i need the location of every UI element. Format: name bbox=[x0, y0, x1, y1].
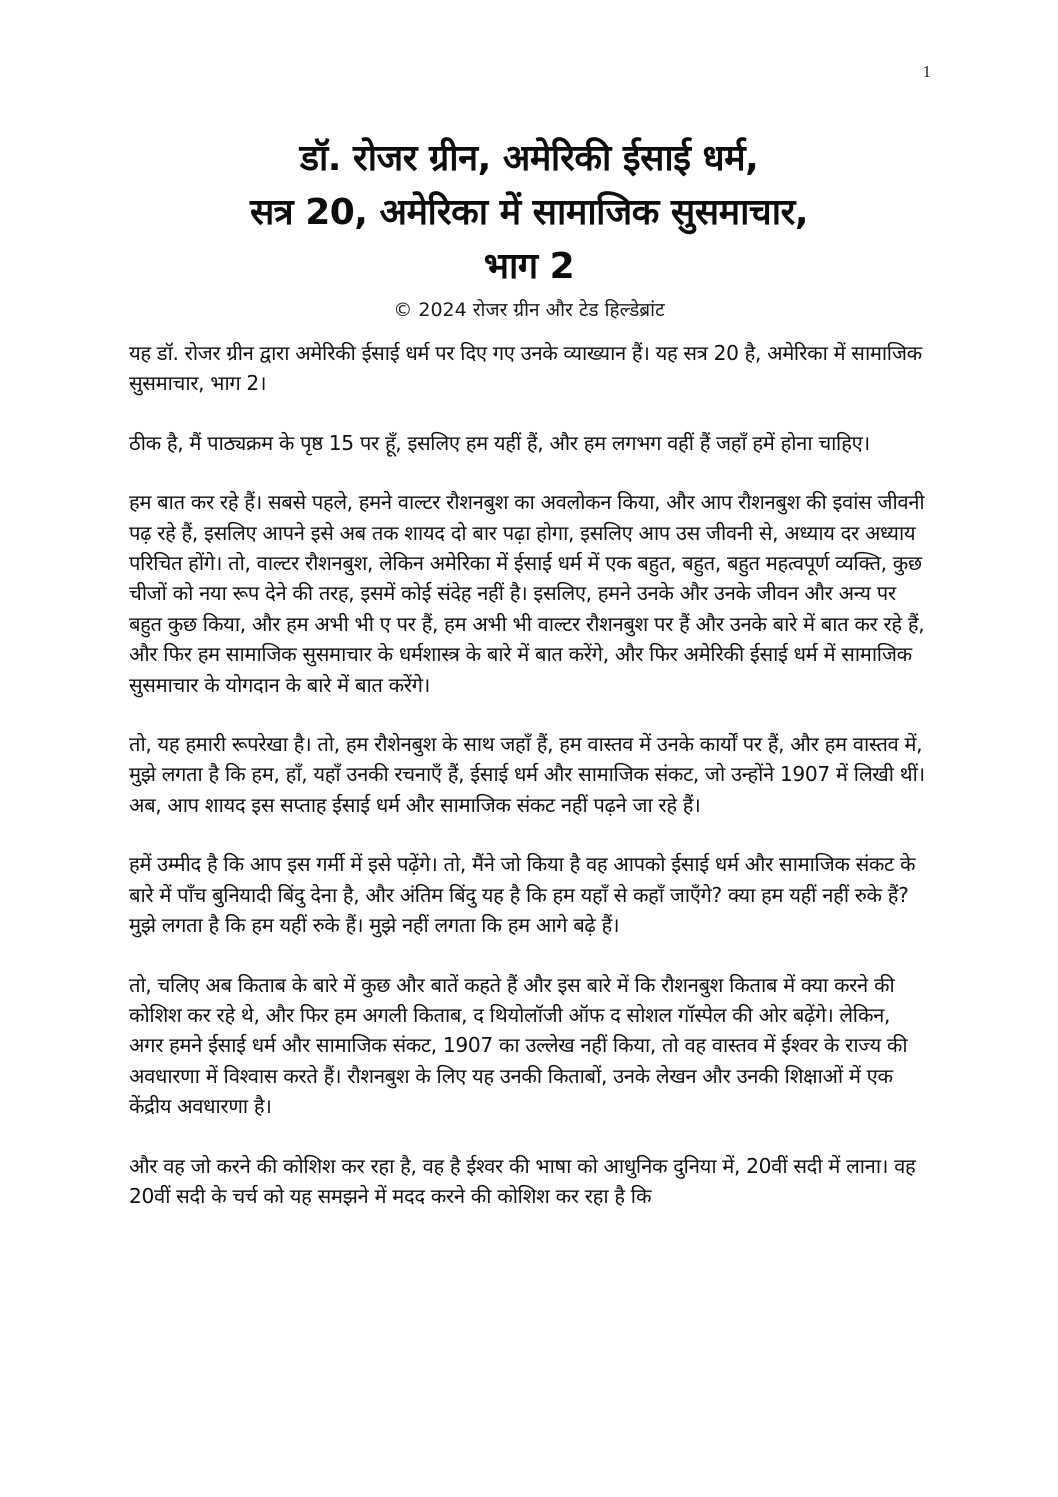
copyright-notice: © 2024 रोजर ग्रीन और टेड हिल्डेब्रांट bbox=[393, 299, 665, 321]
paragraph-4: तो, यह हमारी रूपरेखा है। तो, हम रौशेनबुश के साथ जहाँ हैं, हम वास्तव में उनके कार्यों पर हैं, और हम वास्तव में, मुझे लगता है कि हम, हाँ, यहाँ उनकी रचनाएँ हैं, ईसाई धर्म और सामाजिक संकट, जो उन्होंने 1907 में लिखी थीं। अब, आप शायद इस सप्ताह ईसाई धर्म और सामाजिक संकट नहीं पढ़ने जा रहे हैं। bbox=[129, 732, 925, 817]
paragraph-7: और वह जो करने की कोशिश कर रहा है, वह है ईश्वर की भाषा को आधुनिक दुनिया में, 20वीं सदी में लाना। वह 20वीं सदी के चर्च को यह समझने में मदद करने की कोशिश कर रहा है कि bbox=[129, 1153, 916, 1208]
title-line-1: डॉ. रोजर ग्रीन, अमेरिकी ईसाई धर्म, bbox=[299, 138, 759, 179]
title-line-3: भाग 2 bbox=[483, 246, 575, 287]
paragraph-1: यह डॉ. रोजर ग्रीन द्वारा अमेरिकी ईसाई धर्म पर दिए गए उनके व्याख्यान हैं। यह सत्र 20 है, अमेरिका में सामाजिक सुसमाचार, भाग 2। bbox=[129, 341, 922, 396]
page-number: 1 bbox=[922, 62, 931, 81]
document-body bbox=[129, 338, 929, 1240]
paragraph-3: हम बात कर रहे हैं। सबसे पहले, हमने वाल्टर रौशनबुश का अवलोकन किया, और आप रौशनबुश की इवांस जीवनी पढ़ रहे हैं, इसलिए आपने इसे अब तक शायद दो बार पढ़ा होगा, इसलिए आप उस जीवनी से, अध्याय दर अध्याय परिचित होंगे। तो, वाल्टर रौशनबुश, लेकिन अमेरिका में ईसाई धर्म में एक बहुत, बहुत, बहुत महत्वपूर्ण व्यक्ति, कुछ चीजों को नया रूप देने की तरह, इसमें कोई संदेह नहीं है। इसलिए, हमने उनके और उनके जीवन और अन्य पर बहुत कुछ किया, और हम अभी भी ए पर हैं, हम अभी भी वाल्टर रौशनबुश पर हैं और उनके बारे में बात कर रहे हैं, और फिर हम सामाजिक सुसमाचार के धर्मशास्त्र के बारे में बात करेंगे, और फिर अमेरिकी ईसाई धर्म में सामाजिक सुसमाचार के योगदान के बारे में बात करेंगे। bbox=[129, 490, 925, 697]
document-header bbox=[120, 132, 938, 324]
paragraph-2: ठीक है, मैं पाठ्यक्रम के पृष्ठ 15 पर हूँ, इसलिए हम यहीं हैं, और हम लगभग वहीं हैं जहाँ हमें होना चाहिए। bbox=[129, 430, 870, 455]
title-line-2: सत्र 20, अमेरिका में सामाजिक सुसमाचार, bbox=[249, 192, 809, 233]
paragraph-6: तो, चलिए अब किताब के बारे में कुछ और बातें कहते हैं और इस बारे में कि रौशनबुश किताब में क्या करने की कोशिश कर रहे थे, और फिर हम अगली किताब, द थियोलॉजी ऑफ द सोशल गॉस्पेल की ओर बढ़ेंगे। लेकिन, अगर हमने ईसाई धर्म और सामाजिक संकट, 1907 का उल्लेख नहीं किया, तो वह वास्तव में ईश्वर के राज्य की अवधारणा में विश्वास करते हैं। रौशनबुश के लिए यह उनकी किताबों, उनके लेखन और उनकी शिक्षाओं में एक केंद्रीय अवधारणा है। bbox=[129, 972, 908, 1119]
paragraph-5: हमें उम्मीद है कि आप इस गर्मी में इसे पढ़ेंगे। तो, मैंने जो किया है वह आपको ईसाई धर्म और सामाजिक संकट के बारे में पाँच बुनियादी बिंदु देना है, और अंतिम बिंदु यह है कि हम यहाँ से कहाँ जाएँगे? क्या हम यहीं नहीं रुके हैं? मुझे लगता है कि हम यहीं रुके हैं। मुझे नहीं लगता कि हम आगे बढ़े हैं। bbox=[129, 852, 916, 938]
